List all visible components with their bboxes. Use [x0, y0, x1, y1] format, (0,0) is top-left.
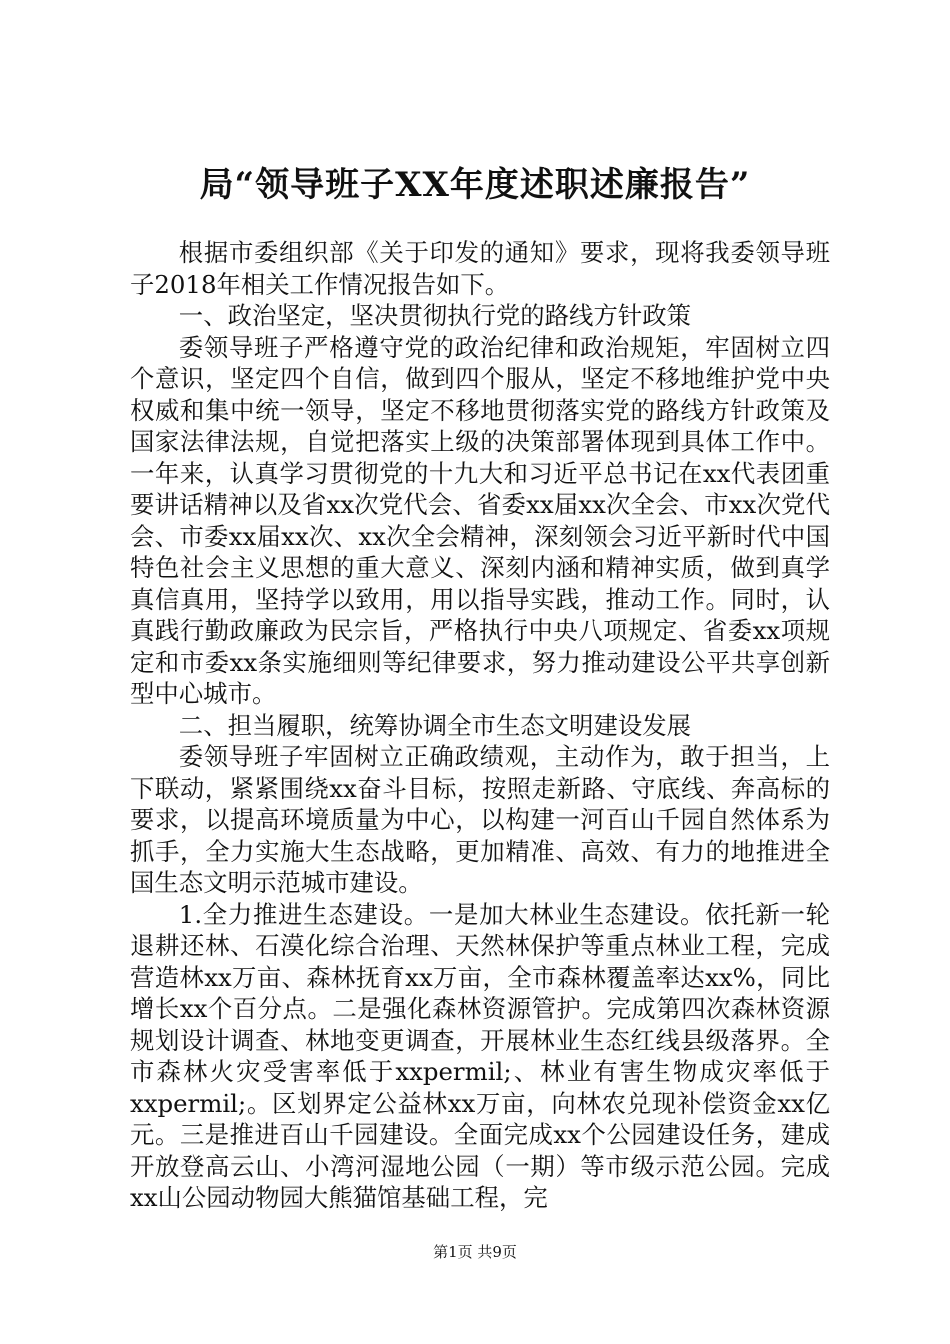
- page-number-footer: 第1页 共9页: [433, 1243, 517, 1261]
- section-1-paragraph: 委领导班子严格遵守党的政治纪律和政治规矩，牢固树立四个意识，坚定四个自信，做到四个服从，坚定不移地维护党中央权威和集中统一领导，坚定不移地贯彻落实党的路线方针政策及国家法律法规，自觉把落实上级的决策部署体现到具体工作中。一年来，认真学习贯彻党的十九大和习近平总书记在xx代表团重要讲话精神以及省xx次党代会、省委xx届xx次全会、市xx次党代会、市委xx届xx次、xx次全会精神，深刻领会习近平新时代中国特色社会主义思想的重大意义、深刻内涵和精神实质，做到真学真信真用，坚持学以致用，用以指导实践，推动工作。同时，认真践行勤政廉政为民宗旨，严格执行中央八项规定、省委xx项规定和市委xx条实施细则等纪律要求，努力推动建设公平共享创新型中心城市。: [130, 332, 830, 708]
- intro-paragraph: 根据市委组织部《关于印发的通知》要求，现将我委领导班子2018年相关工作情况报告如下。: [130, 238, 830, 299]
- subsection-1-paragraph: 1.全力推进生态建设。一是加大林业生态建设。依托新一轮退耕还林、石漠化综合治理、天然林保护等重点林业工程，完成营造林xx万亩、森林抚育xx万亩，全市森林覆盖率达xx%，同比增长xx个百分点。二是强化森林资源管护。完成第四次森林资源规划设计调查、林地变更调查，开展林业生态红线县级落界。全市森林火灾受害率低于xxpermil;、林业有害生物成灾率低于xxpermil;。区划界定公益林xx万亩，向林农兑现补偿资金xx亿元。三是推进百山千园建设。全面完成xx个公园建设任务，建成开放登高云山、小湾河湿地公园（一期）等市级示范公园。完成xx山公园动物园大熊猫馆基础工程，完: [130, 899, 830, 1212]
- document-body: [130, 237, 830, 1214]
- section-2-paragraph: 委领导班子牢固树立正确政绩观，主动作为，敢于担当，上下联动，紧紧围绕xx奋斗目标，按照走新路、守底线、奔高标的要求，以提高环境质量为中心，以构建一河百山千园自然体系为抓手，全力实施大生态战略，更加精准、高效、有力的地推进全国生态文明示范城市建设。: [130, 742, 830, 897]
- section-heading-2: 二、担当履职，统筹协调全市生态文明建设发展: [178, 710, 692, 740]
- section-heading-1: 一、政治坚定，坚决贯彻执行党的路线方针政策: [178, 301, 692, 330]
- document-title: 局“领导班子XX年度述职述廉报告”: [199, 165, 751, 205]
